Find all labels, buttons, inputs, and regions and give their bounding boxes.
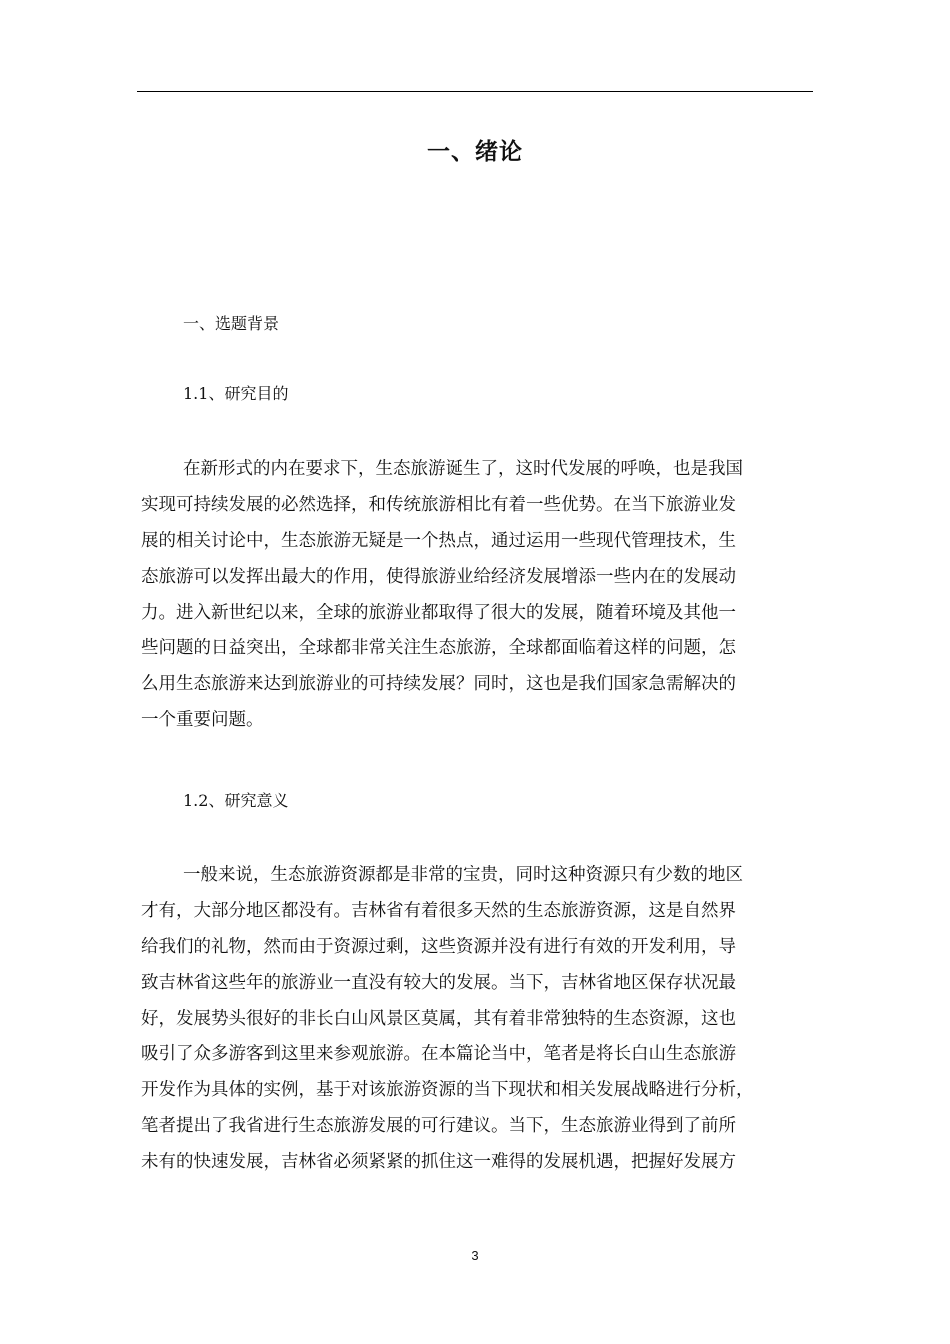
paragraph-line: 实现可持续发展的必然选择，和传统旅游相比有着一些优势。在当下旅游业发 bbox=[141, 494, 736, 515]
chapter-title: 一、绪论 bbox=[427, 139, 523, 165]
paragraph-line: 吸引了众多游客到这里来参观旅游。在本篇论当中，笔者是将长白山生态旅游 bbox=[141, 1044, 736, 1065]
page-number: 3 bbox=[471, 1248, 479, 1263]
paragraph-line: 在新形式的内在要求下，生态旅游诞生了，这时代发展的呼唤，也是我国 bbox=[183, 459, 743, 479]
paragraph-line: 给我们的礼物，然而由于资源过剩，这些资源并没有进行有效的开发利用，导 bbox=[141, 936, 736, 957]
header-rule bbox=[137, 91, 813, 92]
paragraph-line: 好，发展势头很好的非长白山风景区莫属，其有着非常独特的生态资源，这也 bbox=[141, 1008, 736, 1029]
paragraph-line: 一般来说，生态旅游资源都是非常的宝贵，同时这种资源只有少数的地区 bbox=[183, 865, 743, 885]
paragraph-line: 未有的快速发展，吉林省必须紧紧的抓住这一难得的发展机遇，把握好发展方 bbox=[141, 1152, 736, 1173]
paragraph-line: 致吉林省这些年的旅游业一直没有较大的发展。当下，吉林省地区保存状况最 bbox=[141, 972, 736, 993]
paragraph-line: 开发作为具体的实例，基于对该旅游资源的当下现状和相关发展战略进行分析， bbox=[141, 1080, 754, 1101]
paragraph-line: 笔者提出了我省进行生态旅游发展的可行建议。当下，生态旅游业得到了前所 bbox=[141, 1116, 736, 1137]
paragraph-line: 一个重要问题。 bbox=[141, 710, 264, 731]
section-heading: 一、选题背景 bbox=[183, 314, 280, 333]
paragraph-significance bbox=[141, 858, 813, 1181]
paragraph-line: 些问题的日益突出，全球都非常关注生态旅游，全球都面临着这样的问题，怎 bbox=[141, 638, 736, 659]
paragraph-line: 才有，大部分地区都没有。吉林省有着很多天然的生态旅游资源，这是自然界 bbox=[141, 900, 736, 921]
paragraph-line: 力。进入新世纪以来，全球的旅游业都取得了很大的发展，随着环境及其他一 bbox=[141, 602, 736, 623]
paragraph-line: 展的相关讨论中，生态旅游无疑是一个热点，通过运用一些现代管理技术，生 bbox=[141, 530, 736, 551]
paragraph-purpose bbox=[141, 452, 813, 739]
paragraph-line: 么用生态旅游来达到旅游业的可持续发展？同时，这也是我们国家急需解决的 bbox=[141, 674, 736, 695]
subsection-heading-significance: 1.2、研究意义 bbox=[183, 791, 289, 810]
subsection-heading-purpose: 1.1、研究目的 bbox=[183, 384, 289, 403]
paragraph-line: 态旅游可以发挥出最大的作用，使得旅游业给经济发展增添一些内在的发展动 bbox=[141, 566, 736, 587]
